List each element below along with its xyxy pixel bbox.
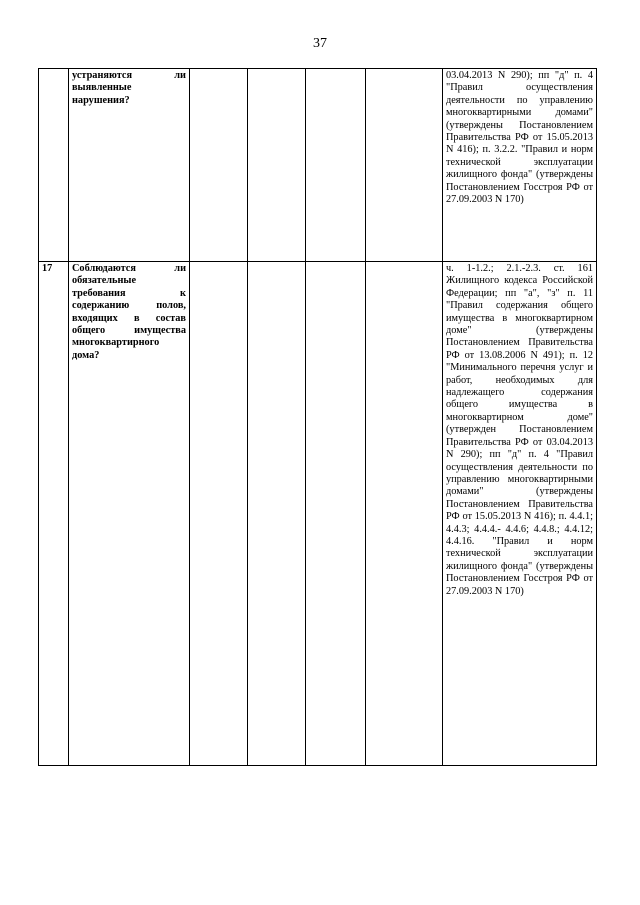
- table-row: [39, 262, 597, 766]
- checklist-table: [38, 68, 597, 766]
- empty-cell[interactable]: [248, 262, 306, 766]
- page-number: 37: [313, 36, 327, 51]
- empty-cell[interactable]: [248, 69, 306, 262]
- empty-cell[interactable]: [306, 69, 366, 262]
- legal-basis-cell: 03.04.2013 N 290); пп "д" п. 4 "Правил осуществления деятельности по управлению многоквартирными домами" (утверждены Постановлением Правительства РФ от 15.05.2013 N 416); п. 3.2.2. "Правил и норм технической эксплуатации жилищного фонда" (утверждены Постановлением Госстроя РФ от 27.09.2003 N 170): [443, 69, 597, 262]
- table-row: [39, 69, 597, 262]
- row-number: [39, 69, 69, 262]
- empty-cell[interactable]: [190, 69, 248, 262]
- empty-cell[interactable]: [366, 262, 443, 766]
- row-number: 17: [39, 262, 69, 766]
- empty-cell[interactable]: [306, 262, 366, 766]
- question-cell: устраняются ли выявленные нарушения?: [69, 69, 190, 262]
- empty-cell[interactable]: [366, 69, 443, 262]
- legal-basis-cell: ч. 1-1.2.; 2.1.-2.3. ст. 161 Жилищного кодекса Российской Федерации; пп "а", "з" п. 11 "Правил содержания общего имущества в многоквартирном доме" (утверждены Постановлением Правительства РФ от 13.08.2006 N 491); п. 12 "Минимального перечня услуг и работ, необходимых для надлежащего содержания общего имущества в многоквартирном доме" (утвержден Постановлением Правительства РФ от 03.04.2013 N 290); пп "д" п. 4 "Правил осуществления деятельности по управлению многоквартирными домами" (утверждены Постановлением Правительства РФ от 15.05.2013 N 416); п. 4.4.1; 4.4.3; 4.4.4.- 4.4.6; 4.4.8.; 4.4.12; 4.4.16. "Правил и норм технической эксплуатации жилищного фонда" (утверждены Постановлением Госстроя РФ от 27.09.2003 N 170): [443, 262, 597, 766]
- empty-cell[interactable]: [190, 262, 248, 766]
- question-cell: Соблюдаются ли обязательные требования к содержанию полов, входящих в состав общего имущества многоквартирного дома?: [69, 262, 190, 766]
